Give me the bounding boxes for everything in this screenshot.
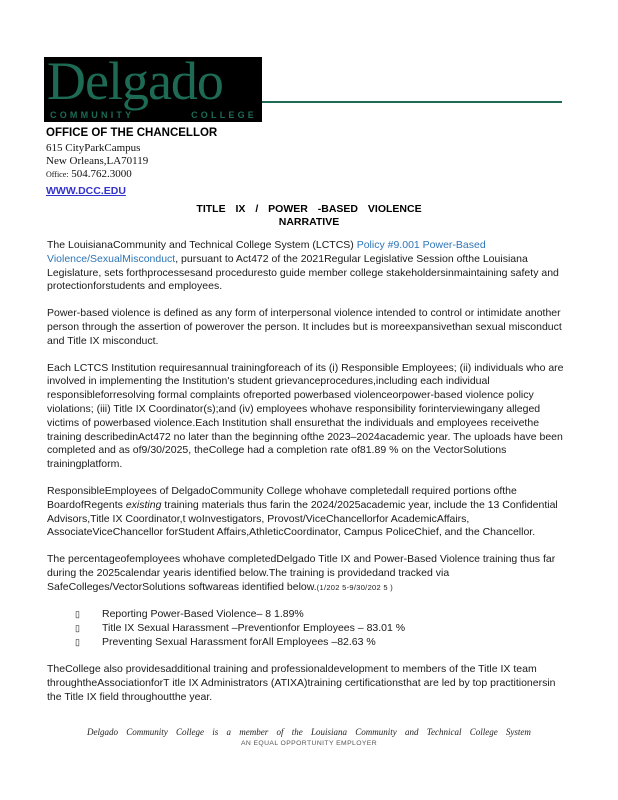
document-title-line2: NARRATIVE xyxy=(278,216,340,228)
address-line-2: New Orleans,LA70119 xyxy=(46,155,149,167)
paragraph-6: TheCollege also providesadditional training and professionaldevelopment to members of the Title IX team throughtheAssociationforT itle IX Administrators (ATIXA)training certificationsthat are led by top practitionersin the Title IX field throughoutthe year. xyxy=(47,662,556,703)
policy-link[interactable]: Policy #9.001 Power-Based Violence/SexualMisconduct xyxy=(47,239,486,265)
paragraph-4-italic-word: existing xyxy=(125,498,162,511)
document-body xyxy=(47,239,571,717)
document-title xyxy=(0,203,618,229)
empty-box-bullet-icon: ▯ xyxy=(75,622,80,633)
paragraph-1-text-after: , pursuant to Act472 of the 2021Regular Legislative Session ofthe Louisiana Legislature, sets forthprocessesand proceduresto guide member college stakeholdersinmaintaining safety and protectionforstudents and employees. xyxy=(47,252,559,293)
logo-college-text: COLLEGE xyxy=(191,110,257,120)
bullet-text-preventing-harassment: Preventing Sexual Harassment forAll Employees –82.63 % xyxy=(102,636,376,649)
contact-block xyxy=(46,127,217,198)
list-item xyxy=(47,636,571,650)
paragraph-3: Each LCTCS Institution requiresannual trainingforeach of its (i) Responsible Employees; (ii) individuals who are involved in implementing the Institution's student grievanceprocedures,including each individual responsibleforresolving formal complaints ofreported powerbased violenceorpower-based violence policy violations; (iii) Title IX Coordinator(s);and (iv) employees whohave responsibility forinterviewingany alleged victims of powerbased violence.Each Institution shall ensurethat the individuals and employees receivethe training describedinAct472 no later than the beginning ofthe 2023–2024academic year. The uploads have been completed and as of9/30/2025, theCollege had a completion rate of81.89 % on the VectorSolutions trainingplatform. xyxy=(47,361,564,471)
delgado-logo xyxy=(44,57,262,122)
list-item xyxy=(47,622,571,636)
phone-number: 504.762.3000 xyxy=(71,168,132,180)
logo-community-text: COMMUNITY xyxy=(50,110,135,120)
logo-subtitle xyxy=(50,110,257,120)
document-title-line1: TITLE IX / POWER -BASED VIOLENCE xyxy=(196,203,422,215)
paragraph-4-text-after: training materials thus farin the 2024/2025academic year, include the 13 Confidential Advisors,Title IX Coordinator,t woInvestigators, Provost/ViceChancellorfor AcademicAffairs, AssociateViceChancellor forStudent Affairs,AthleticCoordinator, Campus PoliceChief, and the Chancellor. xyxy=(47,498,558,539)
paragraph-4-text-before: ResponsibleEmployees of DelgadoCommunity College whohave completedall required portions ofthe BoardofRegents xyxy=(47,484,517,511)
footer-membership-line: Delgado Community College is a member of the Louisiana Community and Technical College System xyxy=(87,727,531,737)
list-item xyxy=(47,608,571,622)
address-line-1: 615 CityParkCampus xyxy=(46,142,141,154)
paragraph-1 xyxy=(47,239,571,294)
website-link[interactable]: WWW.DCC.EDU xyxy=(46,185,126,197)
paragraph-5-text: The percentageofemployees whohave completedDelgado Title IX and Power-Based Violence training thus far during the 2025calendar yearis identified below.The training is providedand tracked via SafeColleges/VectorSolutions softwareas identified below. xyxy=(47,553,556,593)
paragraph-5-date-note: (1/202 5-9/30/202 5 ) xyxy=(316,582,394,592)
page-footer xyxy=(0,727,618,747)
paragraph-5 xyxy=(47,553,571,594)
bullet-text-title-ix-harassment: Title IX Sexual Harassment –Preventionfor Employees – 83.01 % xyxy=(102,621,406,634)
bullet-text-reporting-pbv: Reporting Power-Based Violence– 8 1.89% xyxy=(102,607,304,620)
phone-label: Office: xyxy=(46,170,69,179)
phone-line xyxy=(46,168,217,181)
empty-box-bullet-icon: ▯ xyxy=(75,637,80,648)
masthead-rule xyxy=(262,101,562,103)
paragraph-2: Power-based violence is defined as any form of interpersonal violence intended to control or intimidate another person through the assertion of powerover the person. It includes but is moreexpansivethan sexual misconduct and Title IX misconduct. xyxy=(47,307,562,347)
training-bullet-list xyxy=(47,608,571,650)
paragraph-4 xyxy=(47,485,571,540)
footer-eeo-line: AN EQUAL OPPORTUNITY EMPLOYER xyxy=(240,740,378,747)
empty-box-bullet-icon: ▯ xyxy=(75,608,80,619)
office-title: OFFICE OF THE CHANCELLOR xyxy=(46,127,218,139)
logo-wordmark: Delgado xyxy=(47,57,223,111)
paragraph-1-text-before: The LouisianaCommunity and Technical College System (LCTCS) xyxy=(47,239,357,251)
